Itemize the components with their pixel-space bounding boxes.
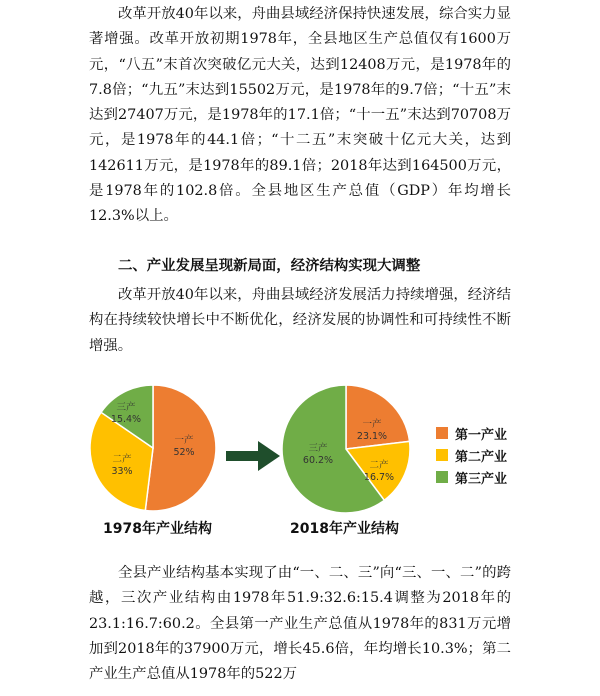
paragraph-structure-intro: 改革开放40年以来，舟曲县域经济发展活力持续增强，经济结构在持续较快增长中不断优化，经济发展的协调性和可持续性不断增强。 xyxy=(89,287,511,354)
legend-item-tertiary xyxy=(436,466,507,488)
paragraph-structure-detail: 全县产业结构基本实现了由“一、二、三”向“三、一、二”的跨越，三次产业结构由1978年51.9:32.6:15.4调整为2018年的23.1:16.7:60.2。全县第一产业生产总值从1978年的831万元增加到2018年的37900万元，增长45.6倍，年均增长10.3%；第二产业生产总值从1978年的522万 xyxy=(89,565,511,683)
legend-item-primary xyxy=(436,422,507,444)
pie-label-name-tertiary: 三产 xyxy=(308,443,328,454)
legend-label-secondary: 第二产业 xyxy=(455,449,508,465)
pie-label-value-secondary: 33% xyxy=(111,466,133,477)
pie-label-name-secondary: 二产 xyxy=(112,454,132,465)
pie-label-value-tertiary: 60.2% xyxy=(302,455,334,466)
chart-legend xyxy=(436,422,507,488)
pie-label-value-secondary: 16.7% xyxy=(363,472,395,483)
chart-title-2018: 2018年产业结构 xyxy=(290,521,399,537)
pie-label-name-tertiary: 三产 xyxy=(116,402,136,413)
section-heading: 二、产业发展呈现新局面，经济结构实现大调整 xyxy=(118,258,421,274)
pie-label-value-tertiary: 15.4% xyxy=(110,414,142,425)
pie-label-value-primary: 52% xyxy=(173,447,195,458)
legend-swatch-tertiary xyxy=(436,471,448,483)
legend-swatch-secondary xyxy=(436,449,448,461)
pie-label-value-primary: 23.1% xyxy=(356,431,388,442)
arrow-icon xyxy=(226,441,280,471)
chart-title-1978: 1978年产业结构 xyxy=(103,521,212,537)
legend-item-secondary xyxy=(436,444,507,466)
legend-label-tertiary: 第三产业 xyxy=(455,471,508,487)
pie-chart-1978 xyxy=(90,385,216,511)
pie-label-name-secondary: 二产 xyxy=(369,460,389,471)
legend-label-primary: 第一产业 xyxy=(455,427,508,443)
pie-chart-2018 xyxy=(282,385,410,513)
paragraph-gdp-growth: 改革开放40年以来，舟曲县域经济保持快速发展，综合实力显著增强。改革开放初期1978年，全县地区生产总值仅有1600万元，“八五”末首次突破亿元大关，达到12408万元，是1978年的7.8倍；“九五”末达到15502万元，是1978年的9.7倍；“十五”末达到27407万元，是1978年的17.1倍；“十一五”末达到70708万元，是1978年的44.1倍；“十二五”末突破十亿元大关，达到142611万元，是1978年的89.1倍；2018年达到164500万元，是1978年的102.8倍。全县地区生产总值（GDP）年均增长12.3%以上。 xyxy=(89,6,511,225)
pie-label-name-primary: 一产 xyxy=(362,419,382,430)
pie-label-name-primary: 一产 xyxy=(174,435,194,446)
legend-swatch-primary xyxy=(436,427,448,439)
